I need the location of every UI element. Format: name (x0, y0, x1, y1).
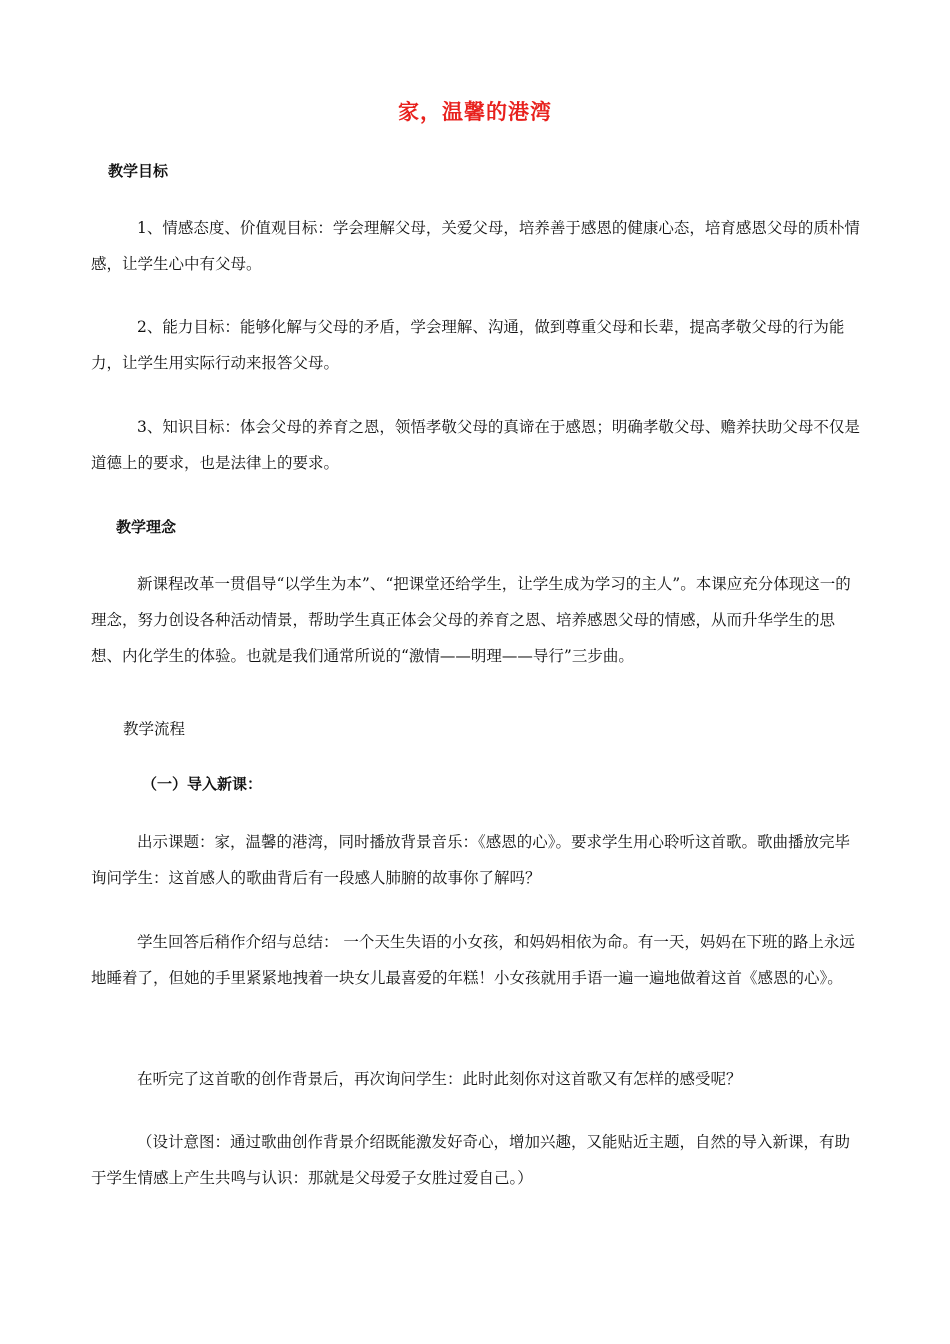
objective-1: 1、情感态度、价值观目标：学会理解父母，关爱父母，培养善于感恩的健康心态，培育感恩父母的质朴情感，让学生心中有父母。 (91, 219, 860, 273)
philosophy-text: 新课程改革一贯倡导“以学生为本”、“把课堂还给学生，让学生成为学习的主人”。本课应充分体现这一的理念，努力创设各种活动情景，帮助学生真正体会父母的养育之恩、培养感恩父母的情感，从而升华学生的思想、内化学生的体验。也就是我们通常所说的“激情——明理——导行”三步曲。 (91, 575, 851, 665)
objectives-heading: 教学目标 (108, 162, 169, 180)
step1-paragraph-3: 在听完了这首歌的创作背景后，再次询问学生：此时此刻你对这首歌又有怎样的感受呢？ (137, 1070, 742, 1088)
philosophy-heading: 教学理念 (116, 518, 177, 536)
objective-2: 2、能力目标：能够化解与父母的矛盾，学会理解、沟通，做到尊重父母和长辈，提高孝敬父母的行为能力，让学生用实际行动来报答父母。 (91, 318, 845, 372)
step1-paragraph-2: 学生回答后稍作介绍与总结： 一个天生失语的小女孩，和妈妈相依为命。有一天，妈妈在下班的路上永远地睡着了，但她的手里紧紧地拽着一块女儿最喜爱的年糕！小女孩就用手语一遍一遍地做着这首《感恩的心》。 (91, 933, 855, 987)
process-heading: 教学流程 (123, 720, 186, 738)
objective-3: 3、知识目标：体会父母的养育之恩，领悟孝敬父母的真谛在于感恩；明确孝敬父母、赡养扶助父母不仅是道德上的要求，也是法律上的要求。 (91, 418, 860, 472)
step1-paragraph-1: 出示课题：家，温馨的港湾，同时播放背景音乐：《感恩的心》。要求学生用心聆听这首歌。歌曲播放完毕询问学生：这首感人的歌曲背后有一段感人肺腑的故事你了解吗？ (91, 833, 851, 887)
step1-paragraph-4: （设计意图：通过歌曲创作背景介绍既能激发好奇心，增加兴趣，又能贴近主题，自然的导入新课，有助于学生情感上产生共鸣与认识：那就是父母爱子女胜过爱自己。） (91, 1133, 851, 1187)
step1-heading: （一）导入新课： (142, 775, 263, 793)
document-title: 家，温馨的港湾 (398, 100, 552, 124)
